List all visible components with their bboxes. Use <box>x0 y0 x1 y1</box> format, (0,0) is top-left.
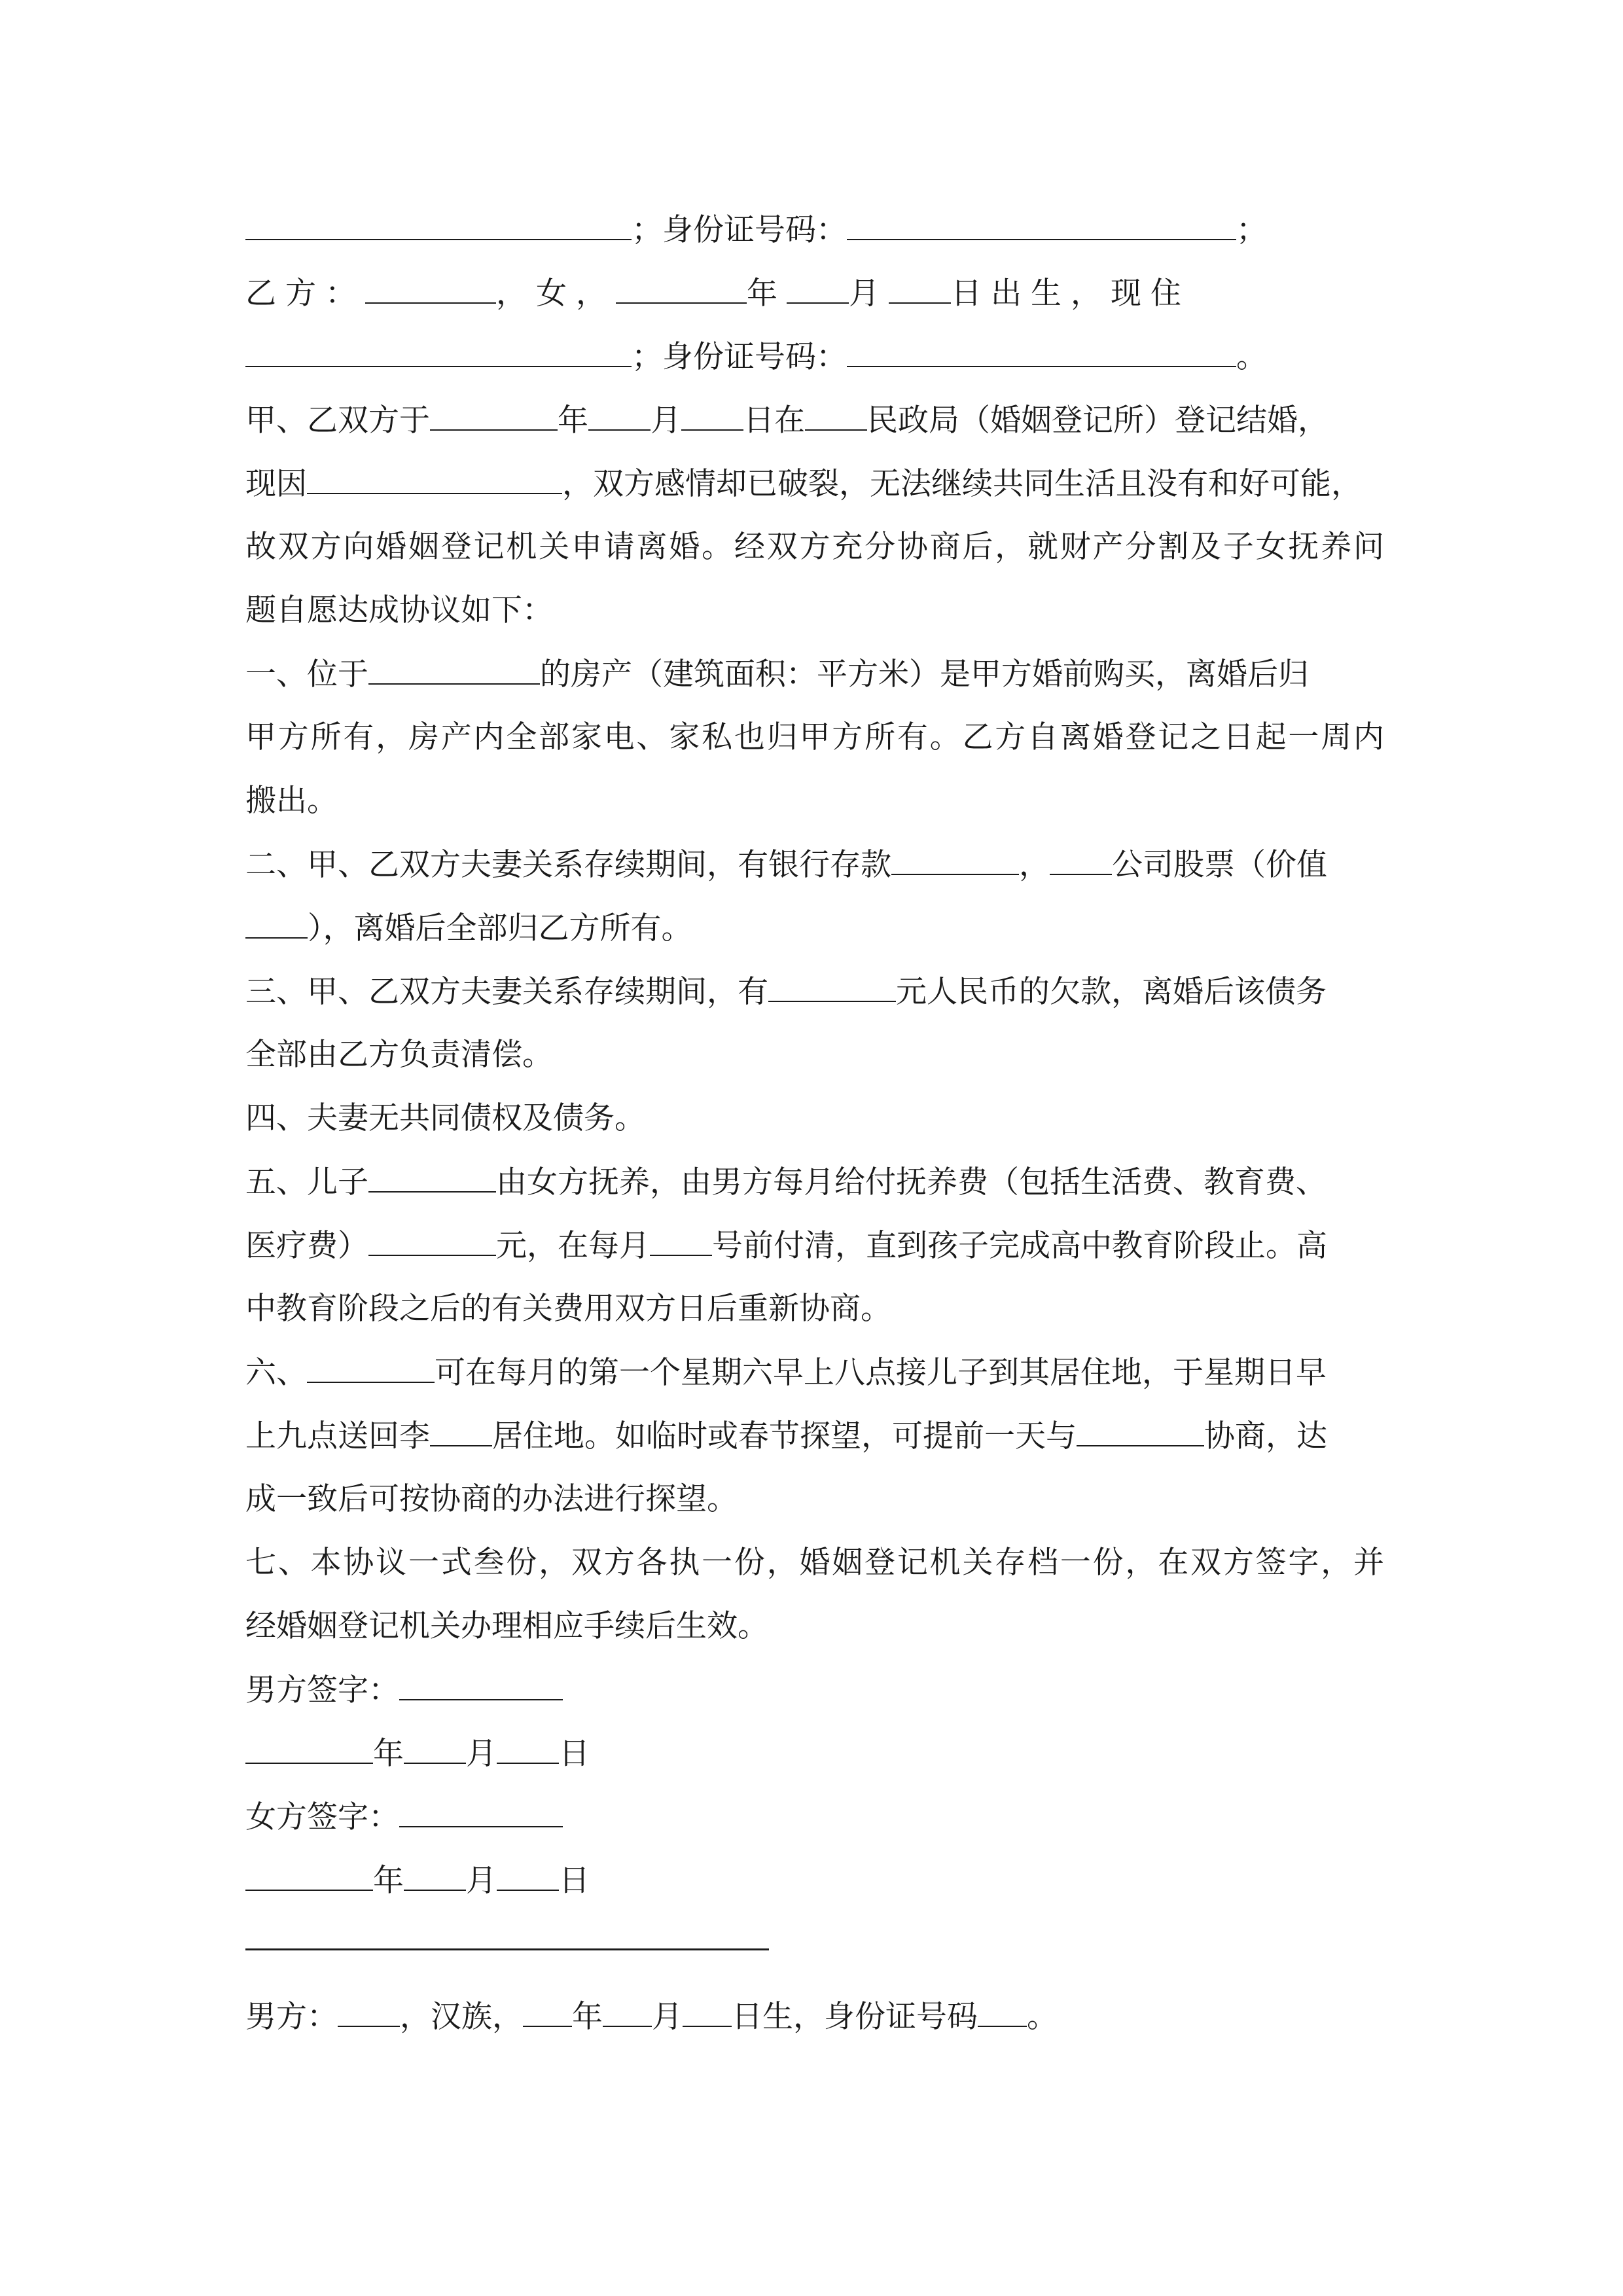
text-year: 年 <box>747 276 787 312</box>
line-3 <box>245 337 1384 376</box>
text-born-living: 日出生，现住 <box>951 276 1190 312</box>
blank-civil-affairs <box>805 401 867 431</box>
blank-surname <box>430 1416 492 1446</box>
blank-party-b-name <box>365 274 496 304</box>
text: 可在每月的第一个星期六早上八点接儿子到其居住地，于星期日早 <box>435 1355 1327 1391</box>
text: 年 <box>572 1999 603 2035</box>
text-month: 月 <box>466 1863 497 1899</box>
blank-marriage-year <box>430 401 558 431</box>
text: 由女方抚养，由男方每月给付抚养费（包括生活费、教育费、 <box>496 1164 1327 1200</box>
blank-birth-month <box>787 274 849 304</box>
blank-party-a-address <box>245 210 632 240</box>
blank-female-signature <box>399 1797 563 1827</box>
blank-pay-day <box>650 1226 712 1256</box>
clause-3 <box>245 972 1384 1011</box>
blank-marriage-day <box>681 401 743 431</box>
blank-property-location <box>368 655 540 685</box>
blank-day <box>683 1997 732 2027</box>
blank-reason <box>307 464 562 494</box>
blank-male-signature <box>399 1670 563 1700</box>
text: 月 <box>652 1999 683 2035</box>
blank-birth-day <box>889 274 951 304</box>
line-23: 经婚姻登记机关办理相应手续后生效。 <box>245 1608 768 1644</box>
text-female: ，女， <box>496 276 616 312</box>
line-18: 中教育阶段之后的有关费用双方日后重新协商。 <box>245 1291 891 1327</box>
text-year: 年 <box>373 1736 404 1772</box>
clause-7: 七、本协议一式叁份，双方各执一份，婚姻登记机关存档一份，在双方签字，并 <box>245 1545 1384 1581</box>
blank-day <box>497 1861 559 1891</box>
text: 号前付清，直到孩子完成高中教育阶段止。高 <box>712 1228 1327 1264</box>
line-7: 题自愿达成协议如下： <box>245 592 553 628</box>
blank-contact-party <box>1077 1416 1204 1446</box>
line-10: 搬出。 <box>245 783 338 819</box>
text: 元人民币的欠款，离婚后该债务 <box>896 974 1327 1010</box>
blank-year <box>523 1997 572 2027</box>
text: 上九点送回李 <box>245 1418 430 1454</box>
text: 。 <box>1027 1999 1058 2035</box>
blank-male-id <box>978 1997 1027 2027</box>
female-sign-date <box>245 1861 1384 1900</box>
label-id-number: ；身份证号码： <box>632 212 847 248</box>
line-21: 成一致后可按协商的办法进行探望。 <box>245 1481 738 1517</box>
line-9: 甲方所有，房产内全部家电、家私也归甲方所有。乙方自离婚登记之日起一周内 <box>245 719 1384 755</box>
text-month: 月 <box>849 276 889 312</box>
line-20 <box>245 1416 1384 1456</box>
text: 公司股票（价值 <box>1112 847 1327 883</box>
text-day: 日 <box>559 1863 590 1899</box>
clause-5 <box>245 1162 1384 1202</box>
blank-party-a-id <box>847 210 1236 240</box>
text: 年 <box>558 403 588 439</box>
line-2 <box>245 274 1384 313</box>
label-female-sign: 女方签字： <box>245 1799 399 1835</box>
label-male-sign: 男方签字： <box>245 1672 399 1708</box>
blank-debt-amount <box>768 972 896 1002</box>
punct: ； <box>1236 212 1267 248</box>
label-party-b: 乙方： <box>245 276 365 312</box>
blank-son-name <box>368 1162 496 1193</box>
text-month: 月 <box>466 1736 497 1772</box>
blank-party-b-address <box>245 337 632 367</box>
text: 五、儿子 <box>245 1164 368 1200</box>
male-signature <box>245 1670 1384 1710</box>
line-14: 全部由乙方负责清偿。 <box>245 1037 553 1073</box>
text: ），离婚后全部归乙方所有。 <box>308 910 692 946</box>
label-id-number: ；身份证号码： <box>632 339 847 375</box>
blank-day <box>497 1734 559 1764</box>
clause-6 <box>245 1353 1384 1392</box>
text: 三、甲、乙双方夫妻关系存续期间，有 <box>245 974 768 1010</box>
male-info-line <box>245 1997 1384 2036</box>
text: 民政局（婚姻登记所）登记结婚， <box>867 403 1329 439</box>
clause-4: 四、夫妻无共同债权及债务。 <box>245 1100 645 1136</box>
text: 日生，身份证号码 <box>732 1999 978 2035</box>
text: 甲、乙双方于 <box>245 403 430 439</box>
male-sign-date <box>245 1734 1384 1773</box>
text: ， <box>1019 847 1050 883</box>
section-divider <box>245 1948 769 1950</box>
blank-year <box>245 1734 373 1764</box>
text: 六、 <box>245 1355 307 1391</box>
blank-month <box>603 1997 652 2027</box>
line-12 <box>245 908 1384 948</box>
blank-bank-deposit <box>891 845 1019 875</box>
text: ，汉族， <box>400 1999 523 2035</box>
blank-year <box>245 1861 373 1891</box>
blank-month <box>404 1734 466 1764</box>
text-year: 年 <box>373 1863 404 1899</box>
line-17 <box>245 1226 1384 1265</box>
text: 现因 <box>245 466 307 502</box>
text: 一、位于 <box>245 656 368 692</box>
blank-month <box>404 1861 466 1891</box>
blank-stock-value <box>245 908 308 939</box>
blank-party-b-id <box>847 337 1236 367</box>
blank-support-amount <box>368 1226 496 1256</box>
text: ，双方感情却已破裂，无法继续共同生活且没有和好可能， <box>562 466 1362 502</box>
line-1 <box>245 210 1384 249</box>
line-5 <box>245 464 1384 503</box>
female-signature <box>245 1797 1384 1837</box>
text: 二、甲、乙双方夫妻关系存续期间，有银行存款 <box>245 847 891 883</box>
text: 男方： <box>245 1999 338 2035</box>
text: 医疗费） <box>245 1228 368 1264</box>
text: 协商，达 <box>1204 1418 1327 1454</box>
blank-birth-year <box>616 274 747 304</box>
text: 的房产（建筑面积：平方米）是甲方婚前购买，离婚后归 <box>540 656 1309 692</box>
blank-visitor-name <box>307 1353 435 1383</box>
text: 元，在每月 <box>496 1228 650 1264</box>
blank-company <box>1050 845 1112 875</box>
clause-2 <box>245 845 1384 884</box>
blank-male-name <box>338 1997 400 2027</box>
line-4 <box>245 401 1384 440</box>
text-day: 日 <box>559 1736 590 1772</box>
text: 月 <box>651 403 681 439</box>
blank-marriage-month <box>588 401 651 431</box>
text: 居住地。如临时或春节探望，可提前一天与 <box>492 1418 1077 1454</box>
clause-1 <box>245 655 1384 694</box>
text: 日在 <box>743 403 805 439</box>
punct: 。 <box>1236 339 1267 375</box>
line-6: 故双方向婚姻登记机关申请离婚。经双方充分协商后，就财产分割及子女抚养问 <box>245 529 1384 565</box>
